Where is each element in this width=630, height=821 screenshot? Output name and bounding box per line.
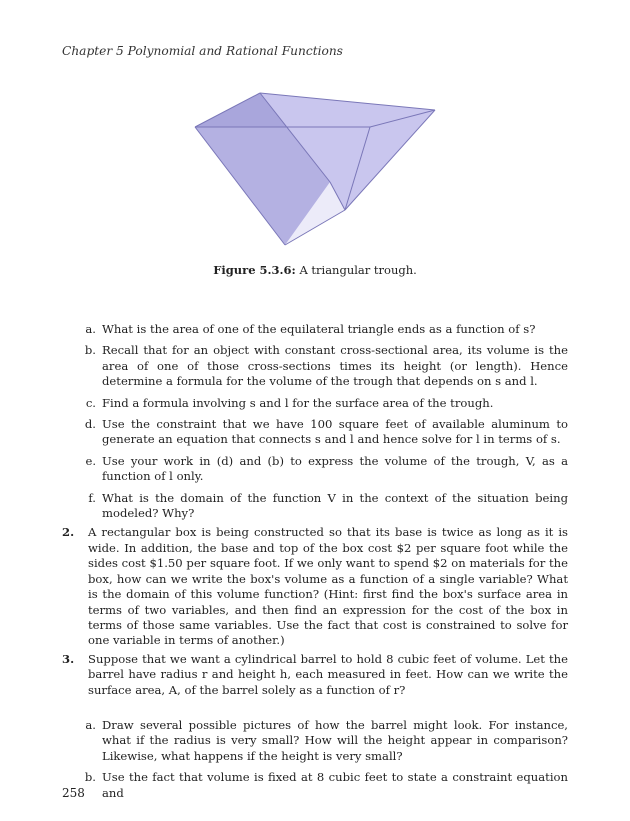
item-text: Recall that for an object with constant cross-sectional area, its volume is the area of one of those cross-sections times its height (or length). Hence determine a formula for the volume of the trough that depends on s and l. [102,343,568,389]
item-label: f. [88,490,96,505]
item-label: e. [85,453,96,468]
page-number: 258 [62,786,85,800]
problem-text: A rectangular box is being constructed so that its base is twice as long as it is wide. In addition, the base and top of the box cost $2 per square foot while the sides cost $1.50 per square foot. If we only want to spend $2 on materials for the box, how can we write the box's volume as a function of a single variable? What is the domain of this volume function? (Hint: first find the box's surface area in terms of two variables, and then find an expression for the cost of the box in terms of those same variables. Use the fact that cost is constrained to solve for one variable in terms of another.) [88,525,568,648]
problem-1-parts [62,322,568,801]
list-item [62,454,568,485]
list-item [62,396,568,411]
problem-text: Suppose that we want a cylindrical barrel to hold 8 cubic feet of volume. Let the barrel have radius r and height h, each measured in feet. How can we write the surface area, A, of the barrel solely as a function of r? [88,651,568,697]
item-text: What is the area of one of the equilateral triangle ends as a function of s? [102,322,536,336]
list-item [62,417,568,448]
item-label: c. [85,395,96,410]
running-head: Chapter 5 Polynomial and Rational Functions [62,44,343,58]
item-label: b. [84,770,96,785]
item-text: Use the constraint that we have 100 square feet of available aluminum to generate an equation that connects s and l and hence solve for l in terms of s. [102,417,568,447]
item-text: Use your work in (d) and (b) to express the volume of the trough, V, as a function of l only. [102,453,568,484]
list-item [62,491,568,522]
list-item [62,322,568,337]
item-label: b. [84,343,96,358]
figure-caption [0,263,630,277]
item-label: a. [85,322,96,336]
list-item [62,343,568,389]
item-text: Use the fact that volume is fixed at 8 cubic feet to state a constraint equation and [102,770,568,800]
item-text: Find a formula involving s and l for the surface area of the trough. [102,395,494,410]
item-label: a. [85,717,96,732]
problem-number: 3. [62,651,75,666]
problem-3 [62,652,568,698]
trough-end-face [195,127,370,245]
trough-drawing [190,90,440,250]
triangular-trough-figure [190,90,440,250]
problem-2 [62,525,568,648]
problem-number: 2. [62,525,75,540]
item-text: What is the domain of the function V in the context of the situation being modeled? Why? [102,490,568,521]
item-text: Draw several possible pictures of how the barrel might look. For instance, what if the radius is very small? How will the height appear in comparison? Likewise, what happens if the height is very small? [102,717,568,763]
figure-label: Figure 5.3.6: [213,263,296,277]
item-label: d. [84,417,96,432]
list-item [62,718,568,764]
list-item [62,770,568,801]
figure-caption-text: A triangular trough. [299,263,417,277]
